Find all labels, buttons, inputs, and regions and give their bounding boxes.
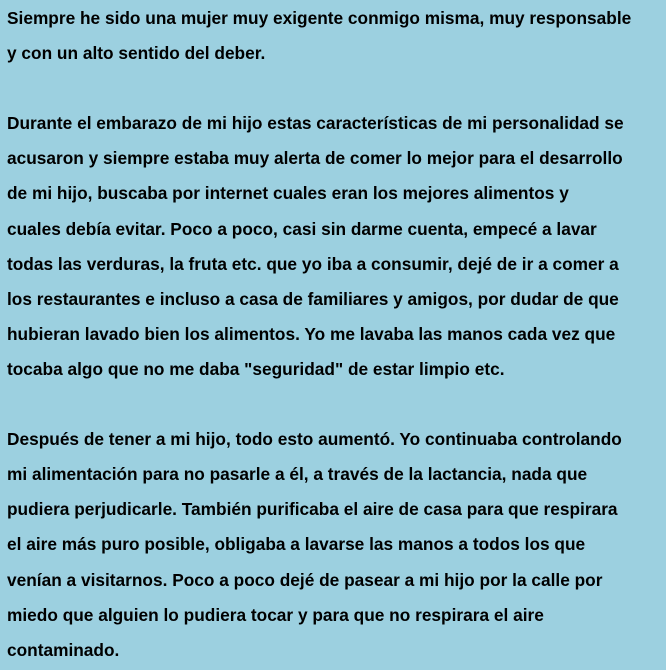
paragraph-spacer	[7, 387, 666, 422]
text-line: mi alimentación para no pasarle a él, a través de la lactancia, nada que	[7, 464, 588, 485]
text-line: pudiera perjudicarle. También purificaba el aire de casa para que respirara	[7, 499, 618, 520]
text-line: hubieran lavado bien los alimentos. Yo me lavaba las manos cada vez que	[7, 323, 616, 344]
text-line: de mi hijo, buscaba por internet cuales eran los mejores alimentos y	[7, 183, 569, 204]
text-line: los restaurantes e incluso a casa de familiares y amigos, por dudar de que	[7, 288, 619, 309]
text-line: miedo que alguien lo pudiera tocar y para que no respirara el aire	[7, 604, 544, 625]
text-line: venían a visitarnos. Poco a poco dejé de pasear a mi hijo por la calle por	[7, 569, 603, 590]
text-line: Después de tener a mi hijo, todo esto aumentó. Yo continuaba controlando	[7, 429, 622, 450]
paragraph-2	[7, 106, 666, 387]
text-line: el aire más puro posible, obligaba a lavarse las manos a todos los que	[7, 534, 586, 555]
text-line: acusaron y siempre estaba muy alerta de comer lo mejor para el desarrollo	[7, 148, 623, 169]
paragraph-3	[7, 422, 666, 668]
text-line: contaminado.	[7, 639, 120, 660]
text-line: cuales debía evitar. Poco a poco, casi sin darme cuenta, empecé a lavar	[7, 218, 597, 239]
paragraph-1	[7, 1, 666, 71]
text-line: y con un alto sentido del deber.	[7, 43, 266, 64]
text-line: todas las verduras, la fruta etc. que yo iba a consumir, dejé de ir a comer a	[7, 253, 619, 274]
text-line: Siempre he sido una mujer muy exigente conmigo misma, muy responsable	[7, 8, 632, 28]
paragraph-spacer	[7, 71, 666, 106]
text-line: Durante el embarazo de mi hijo estas características de mi personalidad se	[7, 113, 624, 134]
text-line: tocaba algo que no me daba "seguridad" de estar limpio etc.	[7, 358, 505, 379]
